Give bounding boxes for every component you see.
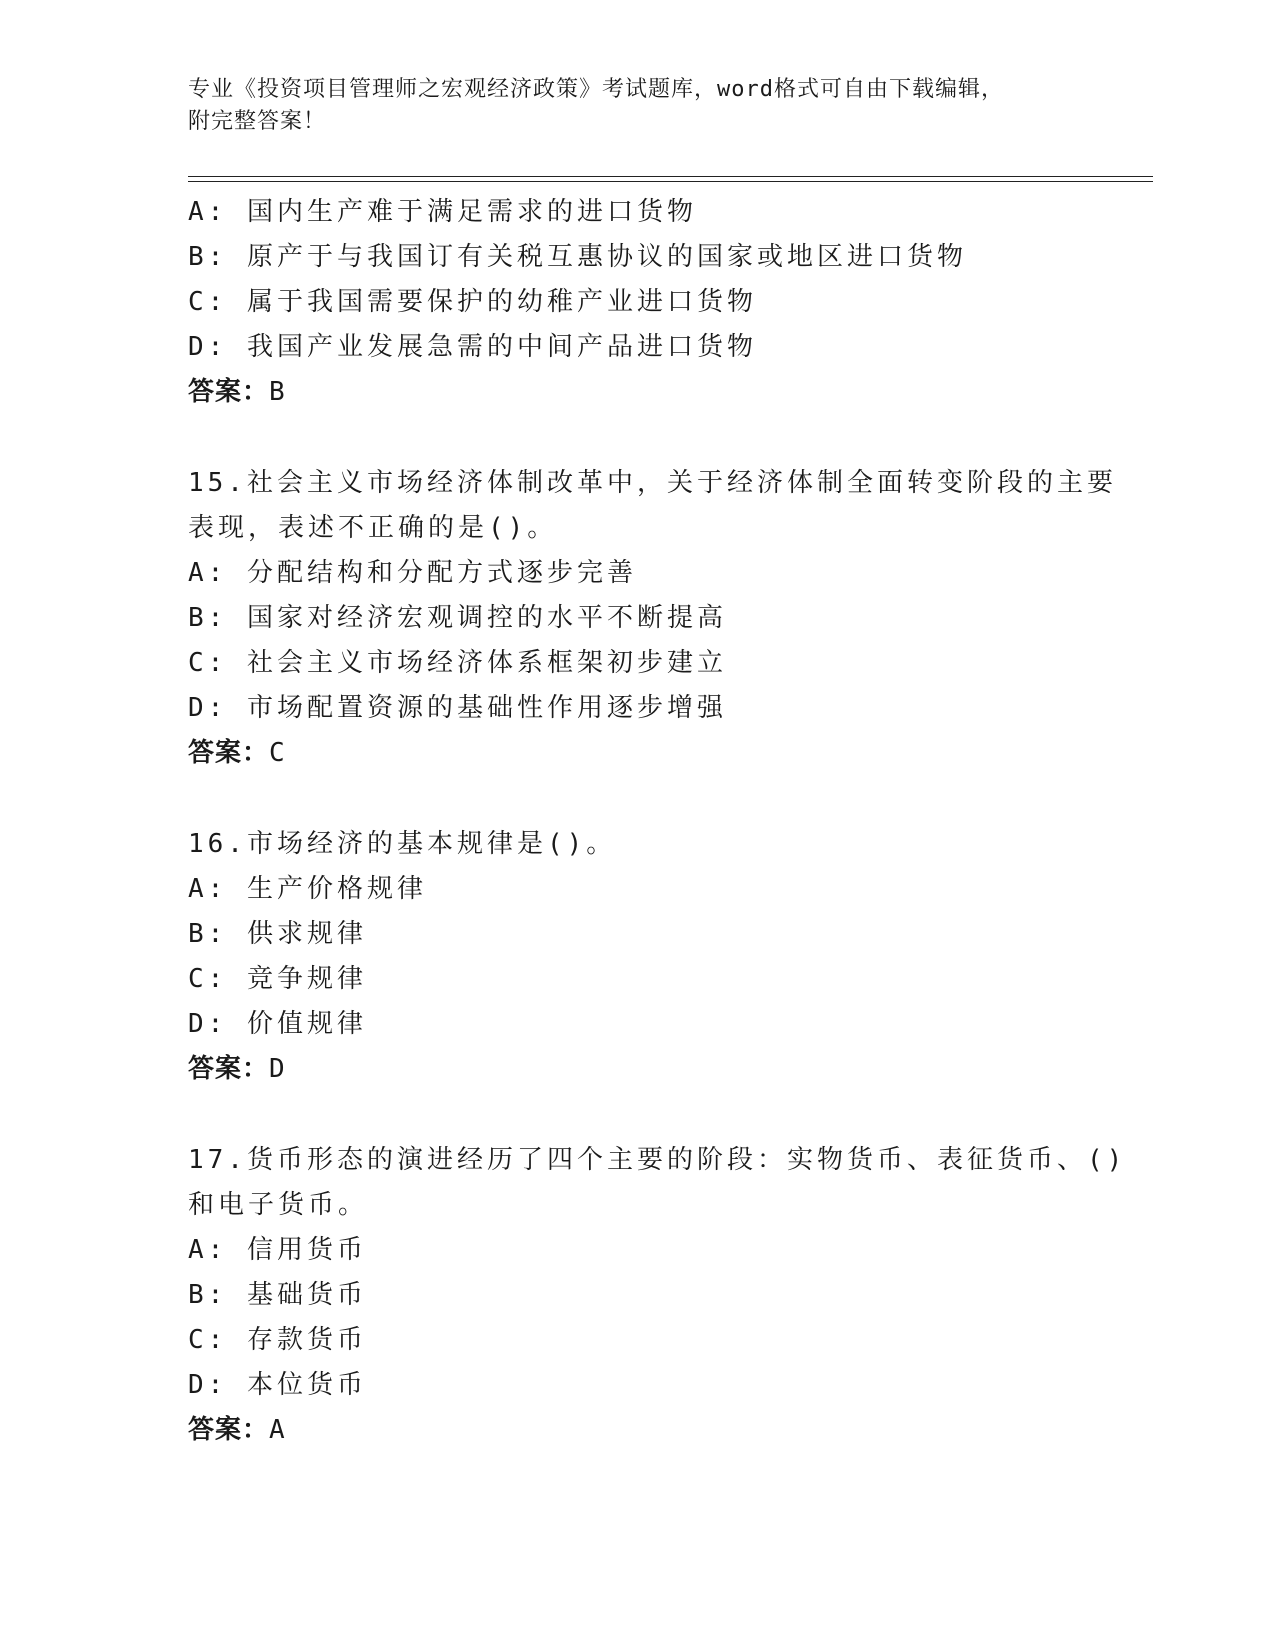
answer-value: C — [269, 738, 286, 768]
question-stem-cont: 和电子货币。 — [188, 1190, 369, 1220]
option-d: D: 本位货币 — [188, 1370, 367, 1400]
question-stem: 15.社会主义市场经济体制改革中，关于经济体制全面转变阶段的主要 — [188, 468, 1117, 498]
header-line-2: 附完整答案！ — [188, 109, 327, 134]
header-divider-top — [188, 176, 1153, 177]
question-15 — [188, 461, 1117, 776]
option-b: B: 供求规律 — [188, 919, 367, 949]
answer-line — [188, 1047, 1088, 1092]
question-17 — [188, 1138, 1127, 1453]
option-a: A: 生产价格规律 — [188, 874, 427, 904]
header-divider-bottom — [188, 181, 1153, 182]
question-stem: 16.市场经济的基本规律是()。 — [188, 829, 617, 859]
answer-label: 答案： — [188, 1415, 270, 1445]
option-b: B: 基础货币 — [188, 1280, 367, 1310]
option-a: A: 国内生产难于满足需求的进口货物 — [188, 197, 697, 227]
question-list — [188, 190, 1127, 1453]
option-d: D: 市场配置资源的基础性作用逐步增强 — [188, 693, 727, 723]
question-14 — [188, 190, 1088, 415]
option-c: C: 竞争规律 — [188, 964, 367, 994]
answer-value: D — [269, 1054, 286, 1084]
option-c: C: 属于我国需要保护的幼稚产业进口货物 — [188, 287, 757, 317]
option-b: B: 国家对经济宏观调控的水平不断提高 — [188, 603, 727, 633]
answer-label: 答案： — [188, 738, 270, 768]
document-header — [188, 74, 1088, 138]
option-b: B: 原产于与我国订有关税互惠协议的国家或地区进口货物 — [188, 242, 967, 272]
header-line-1: 专业《投资项目管理师之宏观经济政策》考试题库，word格式可自由下载编辑， — [188, 77, 1004, 102]
answer-line — [188, 1408, 1088, 1453]
option-a: A: 信用货币 — [188, 1235, 367, 1265]
option-d: D: 我国产业发展急需的中间产品进口货物 — [188, 332, 757, 362]
answer-label: 答案： — [188, 1054, 270, 1084]
option-c: C: 社会主义市场经济体系框架初步建立 — [188, 648, 727, 678]
question-16 — [188, 822, 1088, 1092]
answer-value: A — [269, 1415, 286, 1445]
answer-value: B — [269, 377, 286, 407]
answer-label: 答案： — [188, 377, 270, 407]
option-a: A: 分配结构和分配方式逐步完善 — [188, 558, 637, 588]
question-stem-cont: 表现，表述不正确的是()。 — [188, 513, 558, 543]
question-stem: 17.货币形态的演进经历了四个主要的阶段：实物货币、表征货币、() — [188, 1145, 1127, 1175]
answer-line — [188, 370, 1088, 415]
answer-line — [188, 731, 1088, 776]
option-c: C: 存款货币 — [188, 1325, 367, 1355]
option-d: D: 价值规律 — [188, 1009, 367, 1039]
